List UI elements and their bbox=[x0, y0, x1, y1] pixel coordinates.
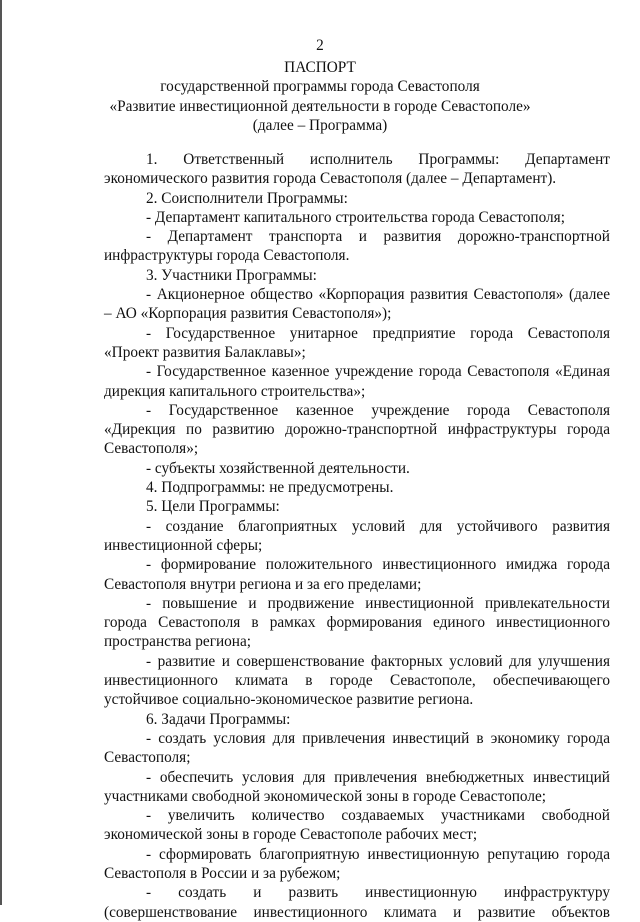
list-item: - сформировать благоприятную инвестиционную репутацию города Севастополя в России и за рубежом; bbox=[104, 845, 610, 882]
paragraph: 1. Ответственный исполнитель Программы: Департамент экономического развития города Севастополя (далее – Департамент). bbox=[104, 151, 610, 188]
list-item: - Государственное унитарное предприятие города Севастополя «Проект развития Балаклавы»; bbox=[104, 324, 610, 361]
list-item: - развитие и совершенствование факторных условий для улучшения инвестиционного климата в городе Севастополе, обеспечивающего устойчивое социально-экономическое развитие региона. bbox=[104, 652, 610, 709]
list-item: - формирование положительного инвестиционного имиджа города Севастополя внутри региона и за его пределами; bbox=[104, 556, 610, 593]
section-heading: 2. Соисполнители Программы: bbox=[146, 189, 348, 207]
list-item: - субъекты хозяйственной деятельности. bbox=[146, 459, 410, 477]
list-item: - увеличить количество создаваемых участниками свободной экономической зоны в городе Севастополе рабочих мест; bbox=[104, 807, 610, 844]
section-heading: 6. Задачи Программы: bbox=[146, 710, 291, 728]
list-item: - Департамент транспорта и развития дорожно-транспортной инфраструктуры города Севастополя. bbox=[104, 228, 610, 265]
subtitle-line-1: государственной программы города Севастополя bbox=[160, 78, 480, 96]
list-item: - создание благоприятных условий для устойчивого развития инвестиционной сферы; bbox=[104, 517, 610, 554]
list-item: - Государственное казенное учреждение города Севастополя «Единая дирекция капитального строительства»; bbox=[104, 363, 610, 400]
list-item: - создать и развить инвестиционную инфраструктуру (совершенствование инвестиционного климата и развитие объектов bbox=[104, 884, 610, 921]
section-heading: 5. Цели Программы: bbox=[146, 498, 280, 516]
list-item: - Департамент капитального строительства города Севастополя; bbox=[146, 208, 565, 226]
list-item: - повышение и продвижение инвестиционной привлекательности города Севастополя в рамках формирования единого инвестиционного пространства региона; bbox=[104, 594, 610, 651]
list-item: - Акционерное общество «Корпорация развития Севастополя» (далее – АО «Корпорация развития Севастополя»); bbox=[104, 286, 610, 323]
list-item: - создать условия для привлечения инвестиций в экономику города Севастополя; bbox=[104, 729, 610, 767]
section-heading: 3. Участники Программы: bbox=[146, 266, 317, 284]
document-title: ПАСПОРТ bbox=[284, 59, 356, 76]
document-header bbox=[0, 54, 640, 135]
document-body bbox=[104, 150, 610, 922]
subtitle-line-2: «Развитие инвестиционной деятельности в городе Севастополе» bbox=[109, 97, 531, 115]
scan-left-edge bbox=[0, 0, 2, 905]
page-number: 2 bbox=[316, 37, 324, 54]
list-item: - обеспечить условия для привлечения внебюджетных инвестиций участниками свободной экономической зоны в городе Севастополе; bbox=[104, 768, 610, 805]
list-item: - Государственное казенное учреждение города Севастополя «Дирекция по развитию дорожно-транспортной инфраструктуры города Севастополя»; bbox=[104, 401, 610, 458]
subtitle-line-3: (далее – Программа) bbox=[252, 116, 388, 134]
section-heading: 4. Подпрограммы: не предусмотрены. bbox=[146, 479, 394, 497]
